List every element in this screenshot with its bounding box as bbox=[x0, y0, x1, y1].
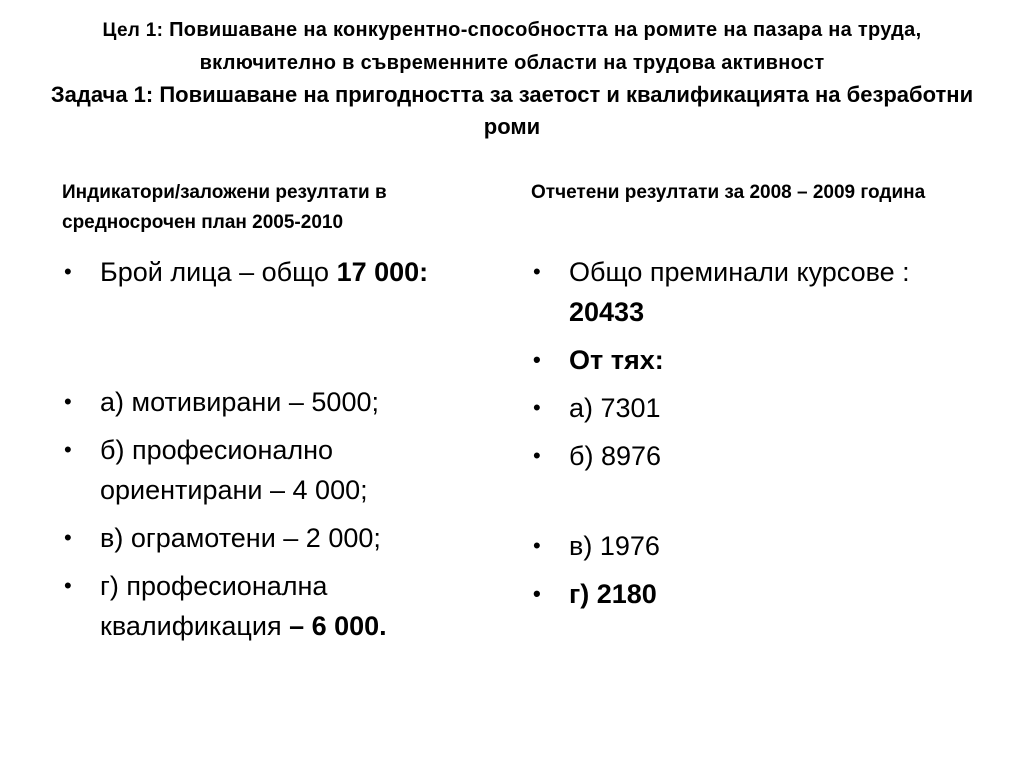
list-item bbox=[62, 252, 502, 292]
task-heading: Задача 1: Повишаване на пригодността за заетост и квалификацията на безработни роми bbox=[50, 82, 974, 139]
bullet-icon: • bbox=[533, 443, 541, 468]
item-text: От тях: bbox=[569, 345, 664, 375]
list-item bbox=[62, 430, 502, 510]
item-text: в) ограмотени – 2 000; bbox=[100, 523, 381, 553]
item-text: г) 2180 bbox=[569, 579, 657, 609]
item-value: 17 000: bbox=[336, 257, 429, 287]
left-column-header: Индикатори/заложени резултати в средносрочен план 2005-2010 bbox=[62, 182, 387, 233]
item-text: а) мотивирани – 5000; bbox=[100, 387, 379, 417]
list-item bbox=[531, 340, 981, 380]
bullet-icon: • bbox=[533, 347, 541, 372]
list-item bbox=[531, 252, 981, 332]
item-text: а) 7301 bbox=[569, 393, 661, 423]
item-text: Брой лица – общо bbox=[100, 257, 337, 287]
item-text: Общо преминали курсове : bbox=[569, 257, 910, 287]
bullet-icon: • bbox=[64, 259, 72, 284]
item-value: – 6 000. bbox=[289, 611, 387, 641]
list-item bbox=[531, 436, 981, 476]
right-column-header: Отчетени резултати за 2008 – 2009 година bbox=[531, 182, 926, 203]
list-item bbox=[531, 574, 981, 614]
item-text: б) 8976 bbox=[569, 441, 662, 471]
reported-results-list bbox=[531, 252, 981, 622]
slide-title bbox=[40, 14, 984, 143]
bullet-icon: • bbox=[64, 437, 72, 462]
bullet-icon: • bbox=[64, 573, 72, 598]
bullet-icon: • bbox=[533, 395, 541, 420]
goal-prefix: Цел 1: bbox=[102, 20, 164, 41]
item-text: в) 1976 bbox=[569, 531, 660, 561]
bullet-icon: • bbox=[533, 533, 541, 558]
bullet-icon: • bbox=[533, 259, 541, 284]
list-item bbox=[531, 388, 981, 428]
goal-text: Повишаване на конкурентно-способността на ромите на пазара на труда, включително в съвременните области на трудова активност bbox=[169, 19, 922, 74]
item-value: 20433 bbox=[569, 297, 645, 327]
planned-results-list bbox=[62, 252, 502, 654]
item-text: г) професионална квалификация bbox=[100, 571, 328, 641]
list-item bbox=[62, 382, 502, 422]
bullet-icon: • bbox=[64, 389, 72, 414]
list-item bbox=[62, 566, 502, 646]
list-item bbox=[531, 526, 981, 566]
list-item bbox=[62, 518, 502, 558]
bullet-icon: • bbox=[533, 581, 541, 606]
item-text: б) професионално ориентирани – 4 000; bbox=[100, 435, 368, 505]
goal-heading bbox=[40, 14, 984, 79]
bullet-icon: • bbox=[64, 525, 72, 550]
